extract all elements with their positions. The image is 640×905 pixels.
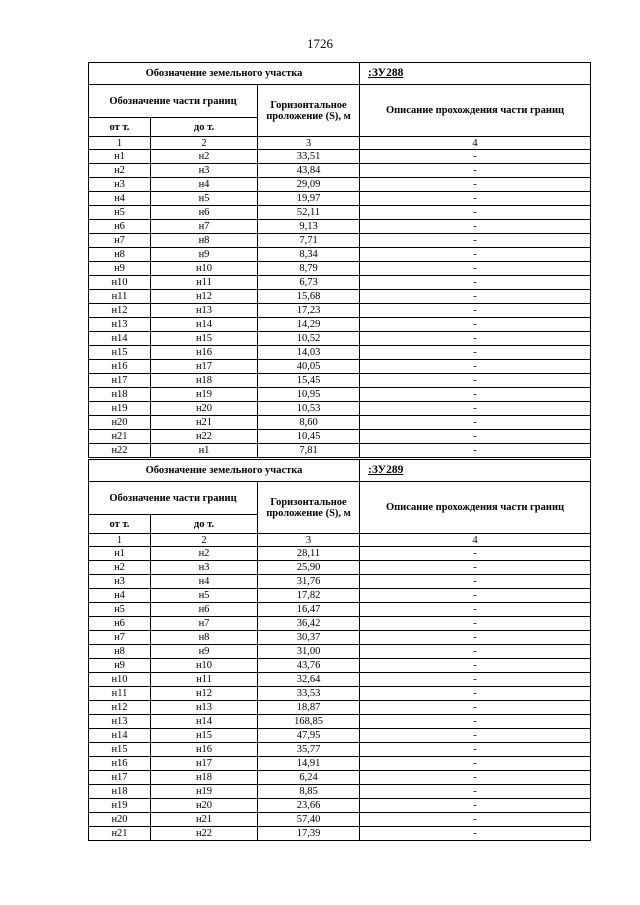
- to-point-cell: н5: [151, 589, 258, 603]
- description-cell: -: [360, 444, 591, 458]
- to-point-cell: н4: [151, 575, 258, 589]
- horizontal-length-cell: 25,90: [258, 561, 360, 575]
- table-row: [89, 771, 591, 785]
- from-point-cell: н20: [89, 813, 151, 827]
- description-label: Описание прохождения части границ: [360, 482, 591, 534]
- parcel-id: :ЗУ289: [360, 460, 591, 482]
- table-row: [89, 388, 591, 402]
- from-point-cell: н15: [89, 346, 151, 360]
- from-point-cell: н4: [89, 192, 151, 206]
- description-cell: -: [360, 687, 591, 701]
- from-point-cell: н16: [89, 757, 151, 771]
- description-cell: -: [360, 276, 591, 290]
- description-cell: -: [360, 771, 591, 785]
- to-point-cell: н11: [151, 276, 258, 290]
- table-row: [89, 150, 591, 164]
- to-point-cell: н7: [151, 617, 258, 631]
- part-boundary-label: Обозначение части границ: [89, 85, 258, 118]
- from-point-cell: н8: [89, 645, 151, 659]
- to-point-cell: н20: [151, 799, 258, 813]
- description-cell: -: [360, 575, 591, 589]
- description-cell: -: [360, 715, 591, 729]
- from-point-cell: н8: [89, 248, 151, 262]
- to-point-cell: н18: [151, 374, 258, 388]
- from-point-cell: н14: [89, 332, 151, 346]
- table-row: [89, 687, 591, 701]
- table-row: [89, 290, 591, 304]
- description-cell: -: [360, 262, 591, 276]
- from-point-cell: н21: [89, 827, 151, 841]
- horizontal-length-cell: 17,82: [258, 589, 360, 603]
- description-cell: -: [360, 318, 591, 332]
- description-cell: -: [360, 645, 591, 659]
- description-cell: -: [360, 150, 591, 164]
- from-point-cell: н16: [89, 360, 151, 374]
- from-point-cell: н13: [89, 715, 151, 729]
- horizontal-length-cell: 10,95: [258, 388, 360, 402]
- to-point-cell: н18: [151, 771, 258, 785]
- description-cell: -: [360, 360, 591, 374]
- from-point-cell: н9: [89, 659, 151, 673]
- description-cell: -: [360, 178, 591, 192]
- to-point-cell: н12: [151, 290, 258, 304]
- table-row: [89, 617, 591, 631]
- to-point-cell: н14: [151, 715, 258, 729]
- table-row: [89, 813, 591, 827]
- from-point-cell: н19: [89, 799, 151, 813]
- horizontal-length-label: Горизонтальное проложение (S), м: [258, 85, 360, 137]
- table-row: [89, 701, 591, 715]
- boundary-table-zu288: [88, 62, 591, 458]
- horizontal-length-cell: 33,53: [258, 687, 360, 701]
- to-point-cell: н2: [151, 150, 258, 164]
- from-point-cell: н22: [89, 444, 151, 458]
- horizontal-length-cell: 15,68: [258, 290, 360, 304]
- to-point-cell: н10: [151, 262, 258, 276]
- horizontal-length-cell: 36,42: [258, 617, 360, 631]
- table-row: [89, 603, 591, 617]
- table-row: [89, 430, 591, 444]
- description-cell: -: [360, 701, 591, 715]
- from-point-cell: н2: [89, 561, 151, 575]
- from-point-label: от т.: [89, 515, 151, 534]
- parcel-id: :ЗУ288: [360, 63, 591, 85]
- from-point-cell: н3: [89, 178, 151, 192]
- from-point-cell: н1: [89, 547, 151, 561]
- description-cell: -: [360, 617, 591, 631]
- description-cell: -: [360, 248, 591, 262]
- to-point-cell: н3: [151, 561, 258, 575]
- table-row: [89, 248, 591, 262]
- table-row: [89, 757, 591, 771]
- part-boundary-label: Обозначение части границ: [89, 482, 258, 515]
- table-row: [89, 631, 591, 645]
- table-row: [89, 673, 591, 687]
- header-row-designation: [89, 63, 591, 85]
- to-point-cell: н5: [151, 192, 258, 206]
- horizontal-length-cell: 29,09: [258, 178, 360, 192]
- from-point-cell: н5: [89, 206, 151, 220]
- description-cell: -: [360, 827, 591, 841]
- from-point-label: от т.: [89, 118, 151, 137]
- to-point-cell: н15: [151, 332, 258, 346]
- to-point-cell: н9: [151, 248, 258, 262]
- column-number: 4: [360, 534, 591, 547]
- horizontal-length-cell: 6,24: [258, 771, 360, 785]
- table-row: [89, 715, 591, 729]
- to-point-cell: н1: [151, 444, 258, 458]
- horizontal-length-cell: 30,37: [258, 631, 360, 645]
- table-row: [89, 799, 591, 813]
- to-point-cell: н15: [151, 729, 258, 743]
- to-point-cell: н17: [151, 360, 258, 374]
- table-row: [89, 206, 591, 220]
- to-point-cell: н19: [151, 388, 258, 402]
- table-row: [89, 192, 591, 206]
- horizontal-length-cell: 47,95: [258, 729, 360, 743]
- horizontal-length-cell: 43,84: [258, 164, 360, 178]
- description-cell: -: [360, 220, 591, 234]
- to-point-cell: н11: [151, 673, 258, 687]
- table-row: [89, 575, 591, 589]
- horizontal-length-cell: 14,29: [258, 318, 360, 332]
- to-point-cell: н20: [151, 402, 258, 416]
- from-point-cell: н13: [89, 318, 151, 332]
- to-point-cell: н16: [151, 346, 258, 360]
- column-number: 3: [258, 534, 360, 547]
- to-point-cell: н6: [151, 603, 258, 617]
- description-cell: -: [360, 785, 591, 799]
- horizontal-length-cell: 17,39: [258, 827, 360, 841]
- horizontal-length-cell: 8,60: [258, 416, 360, 430]
- description-cell: -: [360, 631, 591, 645]
- designation-label: Обозначение земельного участка: [89, 63, 360, 85]
- horizontal-length-cell: 43,76: [258, 659, 360, 673]
- description-cell: -: [360, 346, 591, 360]
- horizontal-length-cell: 10,45: [258, 430, 360, 444]
- description-cell: -: [360, 164, 591, 178]
- table-row: [89, 785, 591, 799]
- description-cell: -: [360, 673, 591, 687]
- column-number: 1: [89, 137, 151, 150]
- table-body: [89, 63, 591, 458]
- description-label: Описание прохождения части границ: [360, 85, 591, 137]
- horizontal-length-label: Горизонтальное проложение (S), м: [258, 482, 360, 534]
- from-point-cell: н15: [89, 743, 151, 757]
- table-row: [89, 729, 591, 743]
- horizontal-length-cell: 16,47: [258, 603, 360, 617]
- to-point-cell: н22: [151, 430, 258, 444]
- page-number: 1726: [307, 36, 333, 51]
- from-point-cell: н17: [89, 374, 151, 388]
- horizontal-length-cell: 52,11: [258, 206, 360, 220]
- table-row: [89, 262, 591, 276]
- from-point-cell: н19: [89, 402, 151, 416]
- from-point-cell: н2: [89, 164, 151, 178]
- to-point-cell: н14: [151, 318, 258, 332]
- horizontal-length-cell: 168,85: [258, 715, 360, 729]
- horizontal-length-cell: 15,45: [258, 374, 360, 388]
- table-row: [89, 332, 591, 346]
- from-point-cell: н20: [89, 416, 151, 430]
- description-cell: -: [360, 402, 591, 416]
- table-row: [89, 178, 591, 192]
- horizontal-length-cell: 7,71: [258, 234, 360, 248]
- to-point-cell: н13: [151, 701, 258, 715]
- to-point-label: до т.: [151, 515, 258, 534]
- from-point-cell: н10: [89, 673, 151, 687]
- table-row: [89, 416, 591, 430]
- description-cell: -: [360, 729, 591, 743]
- horizontal-length-cell: 57,40: [258, 813, 360, 827]
- to-point-cell: н9: [151, 645, 258, 659]
- from-point-cell: н3: [89, 575, 151, 589]
- table-row: [89, 561, 591, 575]
- to-point-cell: н6: [151, 206, 258, 220]
- table-row: [89, 589, 591, 603]
- to-point-cell: н12: [151, 687, 258, 701]
- description-cell: -: [360, 388, 591, 402]
- description-cell: -: [360, 659, 591, 673]
- description-cell: -: [360, 374, 591, 388]
- description-cell: -: [360, 206, 591, 220]
- from-point-cell: н12: [89, 701, 151, 715]
- horizontal-length-cell: 23,66: [258, 799, 360, 813]
- column-number: 4: [360, 137, 591, 150]
- column-number: 2: [151, 534, 258, 547]
- horizontal-length-cell: 31,00: [258, 645, 360, 659]
- to-point-cell: н3: [151, 164, 258, 178]
- horizontal-length-cell: 8,85: [258, 785, 360, 799]
- to-point-cell: н2: [151, 547, 258, 561]
- to-point-cell: н17: [151, 757, 258, 771]
- column-number: 2: [151, 137, 258, 150]
- horizontal-length-cell: 10,53: [258, 402, 360, 416]
- from-point-cell: н9: [89, 262, 151, 276]
- column-number: 1: [89, 534, 151, 547]
- boundary-table-zu289: [88, 459, 591, 841]
- description-cell: -: [360, 416, 591, 430]
- horizontal-length-cell: 28,11: [258, 547, 360, 561]
- to-point-cell: н8: [151, 631, 258, 645]
- table-row: [89, 346, 591, 360]
- from-point-cell: н7: [89, 631, 151, 645]
- to-point-cell: н19: [151, 785, 258, 799]
- to-point-cell: н4: [151, 178, 258, 192]
- from-point-cell: н12: [89, 304, 151, 318]
- from-point-cell: н7: [89, 234, 151, 248]
- description-cell: -: [360, 757, 591, 771]
- table-row: [89, 164, 591, 178]
- from-point-cell: н6: [89, 220, 151, 234]
- horizontal-length-cell: 14,03: [258, 346, 360, 360]
- from-point-cell: н1: [89, 150, 151, 164]
- table-row: [89, 645, 591, 659]
- table-row: [89, 402, 591, 416]
- horizontal-length-cell: 18,87: [258, 701, 360, 715]
- from-point-cell: н11: [89, 687, 151, 701]
- to-point-label: до т.: [151, 118, 258, 137]
- from-point-cell: н11: [89, 290, 151, 304]
- header-row-part: [89, 85, 591, 118]
- description-cell: -: [360, 234, 591, 248]
- to-point-cell: н16: [151, 743, 258, 757]
- table-row: [89, 374, 591, 388]
- from-point-cell: н18: [89, 388, 151, 402]
- description-cell: -: [360, 332, 591, 346]
- from-point-cell: н5: [89, 603, 151, 617]
- horizontal-length-cell: 19,97: [258, 192, 360, 206]
- table-row: [89, 827, 591, 841]
- table-row: [89, 318, 591, 332]
- description-cell: -: [360, 561, 591, 575]
- table-row: [89, 276, 591, 290]
- from-point-cell: н18: [89, 785, 151, 799]
- description-cell: -: [360, 290, 591, 304]
- table-row: [89, 444, 591, 458]
- to-point-cell: н21: [151, 416, 258, 430]
- description-cell: -: [360, 304, 591, 318]
- table-row: [89, 220, 591, 234]
- horizontal-length-cell: 8,79: [258, 262, 360, 276]
- horizontal-length-cell: 10,52: [258, 332, 360, 346]
- horizontal-length-cell: 8,34: [258, 248, 360, 262]
- horizontal-length-cell: 31,76: [258, 575, 360, 589]
- to-point-cell: н21: [151, 813, 258, 827]
- column-number: 3: [258, 137, 360, 150]
- table-body: [89, 460, 591, 841]
- column-number-row: [89, 137, 591, 150]
- horizontal-length-cell: 33,51: [258, 150, 360, 164]
- designation-label: Обозначение земельного участка: [89, 460, 360, 482]
- description-cell: -: [360, 743, 591, 757]
- horizontal-length-cell: 6,73: [258, 276, 360, 290]
- horizontal-length-cell: 17,23: [258, 304, 360, 318]
- table-row: [89, 234, 591, 248]
- to-point-cell: н10: [151, 659, 258, 673]
- description-cell: -: [360, 547, 591, 561]
- from-point-cell: н14: [89, 729, 151, 743]
- horizontal-length-cell: 35,77: [258, 743, 360, 757]
- table-row: [89, 360, 591, 374]
- to-point-cell: н13: [151, 304, 258, 318]
- from-point-cell: н4: [89, 589, 151, 603]
- header-row-designation: [89, 460, 591, 482]
- description-cell: -: [360, 589, 591, 603]
- table-row: [89, 304, 591, 318]
- description-cell: -: [360, 799, 591, 813]
- description-cell: -: [360, 430, 591, 444]
- horizontal-length-cell: 40,05: [258, 360, 360, 374]
- header-row-part: [89, 482, 591, 515]
- to-point-cell: н22: [151, 827, 258, 841]
- table-row: [89, 659, 591, 673]
- to-point-cell: н8: [151, 234, 258, 248]
- column-number-row: [89, 534, 591, 547]
- description-cell: -: [360, 192, 591, 206]
- from-point-cell: н17: [89, 771, 151, 785]
- from-point-cell: н10: [89, 276, 151, 290]
- description-cell: -: [360, 603, 591, 617]
- description-cell: -: [360, 813, 591, 827]
- horizontal-length-cell: 7,81: [258, 444, 360, 458]
- horizontal-length-cell: 32,64: [258, 673, 360, 687]
- table-row: [89, 547, 591, 561]
- to-point-cell: н7: [151, 220, 258, 234]
- from-point-cell: н21: [89, 430, 151, 444]
- horizontal-length-cell: 14,91: [258, 757, 360, 771]
- table-row: [89, 743, 591, 757]
- horizontal-length-cell: 9,13: [258, 220, 360, 234]
- from-point-cell: н6: [89, 617, 151, 631]
